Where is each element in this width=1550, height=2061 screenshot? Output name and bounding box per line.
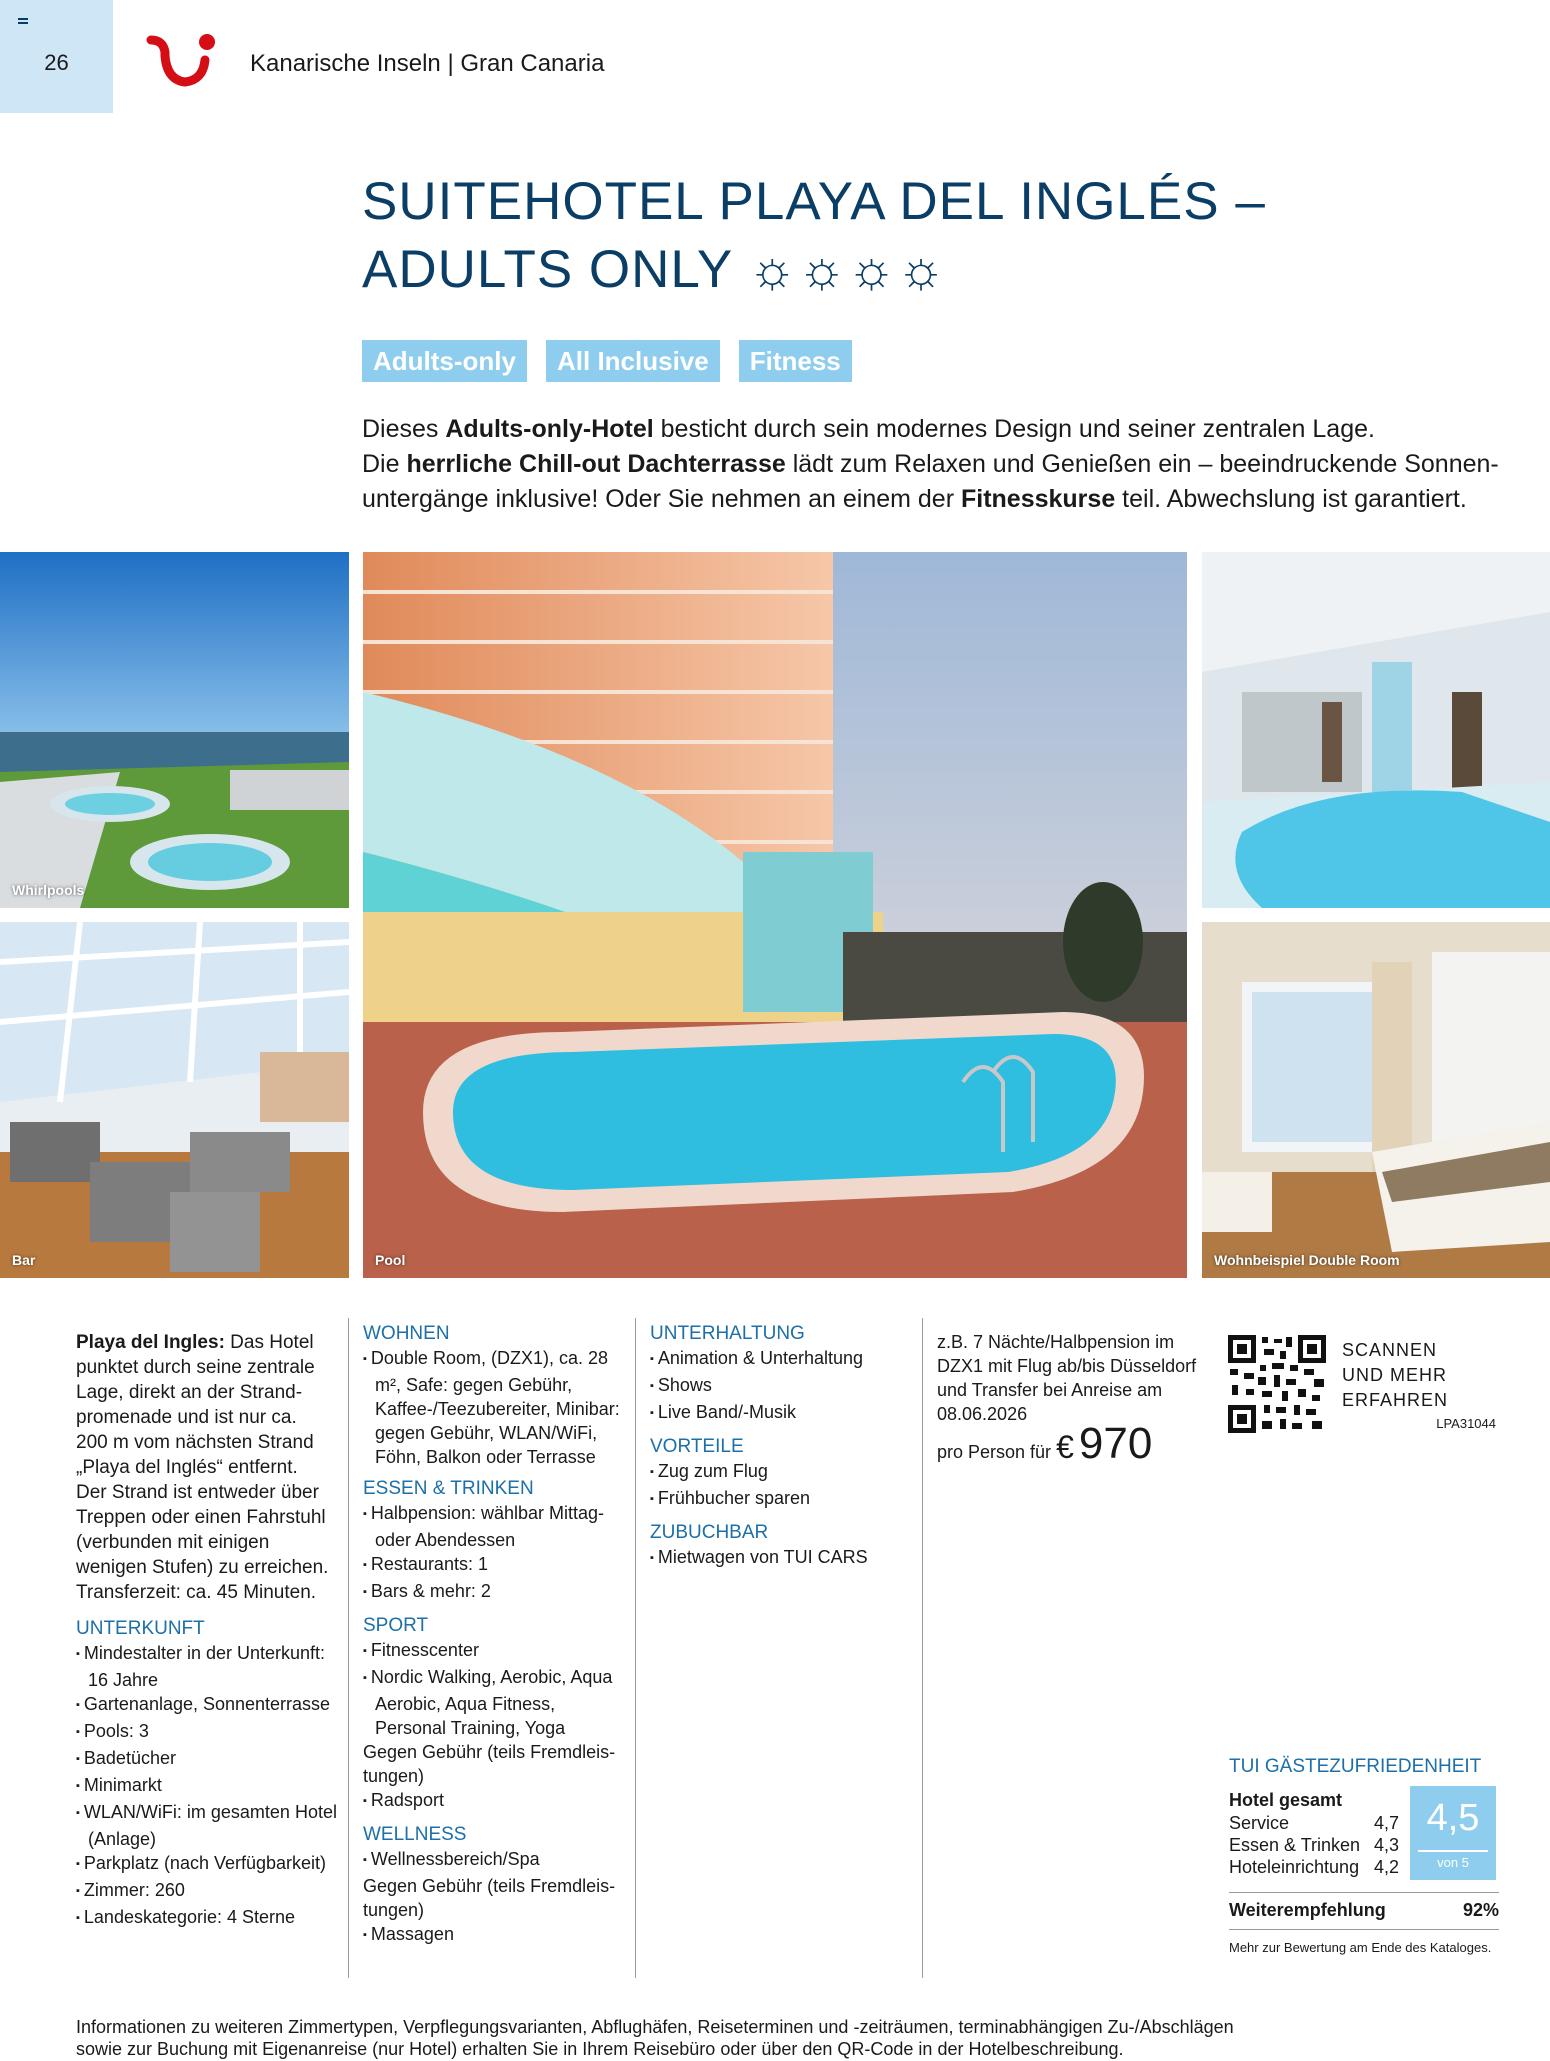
- column-amenities: [363, 1322, 628, 1949]
- list-item: ▪ Live Band/-Musik: [650, 1400, 915, 1427]
- hotel-title-line2: ADULTS ONLY ☼☼☼☼: [362, 240, 947, 299]
- page-number: 26: [44, 50, 69, 75]
- heading-wohnen: WOHNEN: [363, 1323, 450, 1344]
- page-number-tab: [0, 0, 113, 113]
- intro-text: Dieses Adults-only-Hotel besticht durch sein modernes Design und seiner zentralen Lage. Die herrliche Chill-out Dachterrasse lädt zum Relaxen und Genießen ein – beeindruckende Sonnen- untergänge inklusive! Oder Sie nehmen an einem der Fitnesskurse teil. Abwechslung ist garantiert.: [362, 415, 1499, 513]
- photo-whirlpools: [0, 552, 349, 908]
- qr-code[interactable]: [1228, 1335, 1326, 1433]
- column-extras: [650, 1322, 915, 1572]
- heading-essen: ESSEN & TRINKEN: [363, 1478, 534, 1499]
- rating-score-of: von 5: [1418, 1850, 1488, 1874]
- rating-recommend: Weiterempfehlung 92%: [1229, 1892, 1499, 1921]
- column-offer: [937, 1330, 1197, 1468]
- breadcrumb: Kanarische Inseln | Gran Canaria: [250, 50, 605, 77]
- wellness-fee-note: Gegen Gebühr (teils Fremdleis-tungen): [363, 1876, 616, 1920]
- hotel-title-line1: SUITEHOTEL PLAYA DEL INGLÉS –: [362, 172, 1266, 231]
- list-item: ▪ Radsport: [363, 1788, 628, 1815]
- list-item: ▪ Shows: [650, 1373, 915, 1400]
- rating-row-service: Service 4,7: [1229, 1813, 1399, 1833]
- qr-code-label: LPA31044: [1436, 1416, 1496, 1431]
- list-wohnen: [363, 1346, 628, 1469]
- tag-adults-only: Adults-only: [362, 340, 527, 382]
- sport-fee-note: Gegen Gebühr (teils Fremdleis-tungen): [363, 1742, 616, 1786]
- caption-pool: Pool: [375, 1252, 406, 1268]
- offer-price-line: [937, 1419, 1197, 1468]
- rating-note: Mehr zur Bewertung am Ende des Kataloges.: [1229, 1929, 1499, 1955]
- offer-per-person: pro Person für: [937, 1442, 1052, 1462]
- list-zubuchbar: [650, 1545, 915, 1572]
- column-divider: [635, 1318, 636, 1978]
- rating-overall-label: Hotel gesamt: [1229, 1790, 1343, 1810]
- rating-heading: TUI GÄSTEZUFRIEDENHEIT: [1229, 1756, 1482, 1777]
- list-unterhaltung: [650, 1346, 915, 1427]
- footer-note: Informationen zu weiteren Zimmertypen, Verpflegungsvarianten, Abflughäfen, Reiseterminen und -zeiträumen, terminabhängigen Zu-/Abschlägen sowie zur Buchung mit Eigenanreise (nur Hotel) erhalten Sie in Ihrem Reisebüro oder über den QR-Code in der Hotelbeschreibung.: [76, 2017, 1234, 2059]
- heading-zubuchbar: ZUBUCHBAR: [650, 1522, 769, 1543]
- photo-bar: [0, 922, 349, 1278]
- list-item: ▪ Fitnesscenter: [363, 1638, 628, 1665]
- rating-row-essen: Essen & Trinken 4,3: [1229, 1835, 1399, 1855]
- offer-description: z.B. 7 Nächte/Halbpension im DZX1 mit Flug ab/bis Düsseldorf und Transfer bei Anreise am 08.06.2026: [937, 1332, 1197, 1424]
- heading-wellness: WELLNESS: [363, 1824, 467, 1845]
- rating-score: 4,5: [1426, 1797, 1480, 1839]
- list-item: ▪ Landeskategorie: 4 Sterne: [76, 1905, 341, 1932]
- list-item: ▪ Pools: 3: [76, 1719, 341, 1746]
- list-sport: [363, 1638, 628, 1740]
- list-item: ▪ Nordic Walking, Aerobic, Aqua Aerobic, Aqua Fitness, Personal Training, Yoga: [363, 1665, 628, 1740]
- column-location: [76, 1330, 341, 1932]
- list-item: ▪ Zimmer: 260: [76, 1878, 341, 1905]
- list-wellness: [363, 1847, 628, 1874]
- heading-unterkunft: UNTERKUNFT: [76, 1618, 205, 1639]
- offer-price: 970: [1078, 1419, 1153, 1468]
- list-item: ▪ Restaurants: 1: [363, 1552, 628, 1579]
- location-description: Playa del Ingles: Das Hotel punktet durch seine zentrale Lage, direkt an der Strand- promenade und ist nur ca. 200 m vom nächsten Strand „Playa del Inglés“ entfernt. Der Strand ist entweder über Treppen oder einen Fahrstuhl (verbunden mit einigen wenigen Stufen) zu erreichen. Transferzeit: ca. 45 Minuten.: [76, 1332, 329, 1603]
- offer-currency: €: [1056, 1429, 1074, 1465]
- list-item: ▪ Wellnessbereich/Spa: [363, 1847, 628, 1874]
- list-item: ▪ Halbpension: wählbar Mittag- oder Abendessen: [363, 1501, 628, 1552]
- list-item: ▪ Mindestalter in der Unterkunft: 16 Jahre: [76, 1641, 341, 1692]
- list-wellness-fee: [363, 1922, 628, 1949]
- rating-panel: [1229, 1756, 1499, 1955]
- list-item: ▪ Minimarkt: [76, 1773, 341, 1800]
- feature-tags: [362, 340, 852, 382]
- tui-logo: [145, 30, 225, 94]
- list-vorteile: [650, 1459, 915, 1513]
- heading-vorteile: VORTEILE: [650, 1436, 744, 1457]
- list-item: ▪ Gartenanlage, Sonnenterrasse: [76, 1692, 341, 1719]
- list-item: ▪ Massagen: [363, 1922, 628, 1949]
- list-item: ▪ Double Room, (DZX1), ca. 28 m², Safe: gegen Gebühr, Kaffee-/Teezubereiter, Minibar: gegen Gebühr, WLAN/WiFi, Föhn, Balkon oder Terrasse: [363, 1346, 628, 1469]
- heading-sport: SPORT: [363, 1615, 429, 1636]
- caption-double-room: Wohnbeispiel Double Room: [1214, 1252, 1400, 1268]
- caption-whirlpools: Whirlpools: [12, 882, 85, 898]
- list-item: ▪ Animation & Unterhaltung: [650, 1346, 915, 1373]
- list-item: ▪ Zug zum Flug: [650, 1459, 915, 1486]
- menu-icon[interactable]: [18, 18, 28, 26]
- list-item: ▪ WLAN/WiFi: im gesamten Hotel (Anlage): [76, 1800, 341, 1851]
- qr-cta: SCANNEN UND MEHR ERFAHREN: [1342, 1340, 1449, 1410]
- heading-unterhaltung: UNTERHALTUNG: [650, 1323, 805, 1344]
- tag-fitness: Fitness: [739, 340, 852, 382]
- photo-pool: [363, 552, 1187, 1278]
- column-divider: [348, 1318, 349, 1978]
- list-item: ▪ Mietwagen von TUI CARS: [650, 1545, 915, 1572]
- list-sport-fee: [363, 1788, 628, 1815]
- list-essen: [363, 1501, 628, 1606]
- photo-double-room: [1202, 922, 1550, 1278]
- tag-all-inclusive: All Inclusive: [546, 340, 720, 382]
- list-item: ▪ Parkplatz (nach Verfügbarkeit): [76, 1851, 341, 1878]
- list-unterkunft: [76, 1641, 341, 1932]
- list-item: ▪ Badetücher: [76, 1746, 341, 1773]
- caption-bar: Bar: [12, 1252, 36, 1268]
- column-divider: [922, 1318, 923, 1978]
- list-item: ▪ Bars & mehr: 2: [363, 1579, 628, 1606]
- list-item: ▪ Frühbucher sparen: [650, 1486, 915, 1513]
- photo-spa: [1202, 552, 1550, 908]
- rating-score-box: [1410, 1786, 1496, 1880]
- hotel-title: [362, 168, 1462, 304]
- rating-row-hoteleinrichtung: Hoteleinrichtung 4,2: [1229, 1857, 1399, 1877]
